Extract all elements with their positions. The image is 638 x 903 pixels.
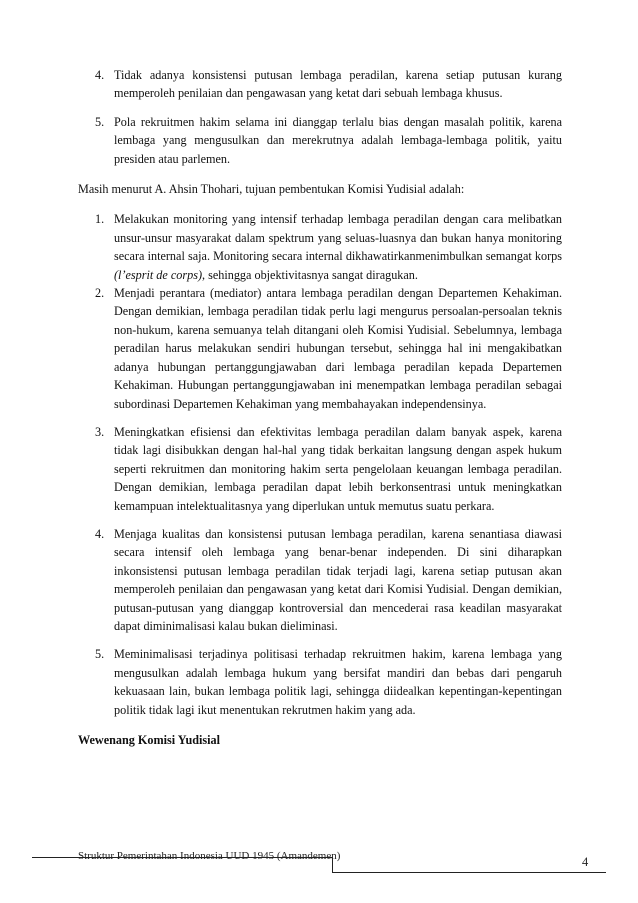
list-item-number: 4. xyxy=(95,68,105,82)
list-item-text: Menjaga kualitas dan konsistensi putusan lembaga peradilan, karena senantiasa diawasi secara intensif oleh lembaga yang benar-benar independen. Di sini diharapkan inkonsistensi putusan lembaga peradilan tidak terjadi lagi, karena setiap putusan akan memperoleh penilaian dan pengawasan yang ketat dari Komisi Yudisial. Dengan demikian, putusan-putusan yang dianggap kontroversial dan mencederai rasa keadilan masyarakat dapat diminimalisasi kalau bukan dieliminasi. xyxy=(114,526,562,633)
objectives-list xyxy=(78,210,562,719)
list-item xyxy=(78,66,562,103)
footer-title: Struktur Pemerintahan Indonesia UUD 1945 (Amandemen) xyxy=(78,850,341,862)
list-item xyxy=(78,113,562,168)
section-heading: Wewenang Komisi Yudisial xyxy=(78,733,220,747)
list-item-number: 5. xyxy=(95,114,105,129)
list-item xyxy=(78,210,562,284)
list-item-number: 3. xyxy=(95,424,105,439)
page-number: 4 xyxy=(582,855,589,869)
list-item xyxy=(78,423,562,515)
footer-rule-bottom xyxy=(332,872,606,873)
list-item-number: 5. xyxy=(95,647,105,662)
list-item-text: Meminimalisasi terjadinya politisasi terhadap rekruitmen hakim, karena lembaga yang mengusulkan adalah lembaga hukum yang bersifat mandiri dan bebas dari pengaruh kekuasaan lain, bukan lembaga politik lagi, sehingga diidealkan kepentingan-kepentingan politik tidak lagi ikut menentukan rekrutmen hakim yang ada. xyxy=(114,647,562,717)
page-body xyxy=(78,66,562,749)
problems-list xyxy=(78,66,562,168)
list-item-number: 2. xyxy=(95,286,105,301)
list-item-text: Tidak adanya konsistensi putusan lembaga peradilan, karena setiap putusan kurang memperoleh penilaian dan pengawasan yang ketat dari sebuah lembaga khusus. xyxy=(114,68,562,101)
list-item-text: Menjadi perantara (mediator) antara lembaga peradilan dengan Departemen Kehakiman. Dengan demikian, lembaga peradilan tidak perlu lagi mengurus persoalan-persoalan teknis non-hukum, karena semuanya telah ditangani oleh Komisi Yudisial. Sebelumnya, lembaga peradilan harus melakukan sendiri hubungan tersebut, sehingga hal ini mengakibatkan adanya hubungan pertanggungjawaban dari lembaga peradilan kepada Departemen Kehakiman. Hubungan pertanggungjawaban ini menempatkan lembaga peradilan sebagai subordinasi Departemen Kehakiman yang membahayakan independensinya. xyxy=(114,286,562,411)
list-item-text: Meningkatkan efisiensi dan efektivitas lembaga peradilan dalam banyak aspek, karena tidak lagi disibukkan dengan hal-hal yang tidak berkaitan langsung dengan aspek hukum seperti rekruitmen dan monitoring hakim serta pengelolaan keuangan lembaga peradilan. Dengan demikian, lembaga peradilan dapat lebih berkonsentrasi untuk meningkatkan kemampuan intelektualitasnya yang diperlukan untuk memutus suatu perkara. xyxy=(114,424,562,513)
list-item xyxy=(78,525,562,635)
list-item-text-continued: , sehingga objektivitasnya sangat diragukan. xyxy=(202,267,418,282)
list-item-text: Pola rekruitmen hakim selama ini dianggap terlalu bias dengan masalah politik, karena lembaga yang mengusulkan dan merekrutnya adalah lembaga-lembaga politik, yaitu presiden atau parlemen. xyxy=(114,114,562,166)
intro-paragraph: Masih menurut A. Ahsin Thohari, tujuan pembentukan Komisi Yudisial adalah: xyxy=(78,182,465,197)
list-item-number: 4. xyxy=(95,526,105,541)
list-item xyxy=(78,284,562,413)
list-item-number: 1. xyxy=(95,212,105,227)
list-item xyxy=(78,645,562,719)
list-item-italic-term: (l’esprit de corps) xyxy=(114,267,203,282)
list-item-text: Melakukan monitoring yang intensif terhadap lembaga peradilan dengan cara melibatkan unsur-unsur masyarakat dalam spektrum yang seluas-luasnya dan bukan hanya monitoring secara internal saja. Monitoring secara internal dikhawatirkanmenimbulkan semangat korps xyxy=(114,212,562,264)
